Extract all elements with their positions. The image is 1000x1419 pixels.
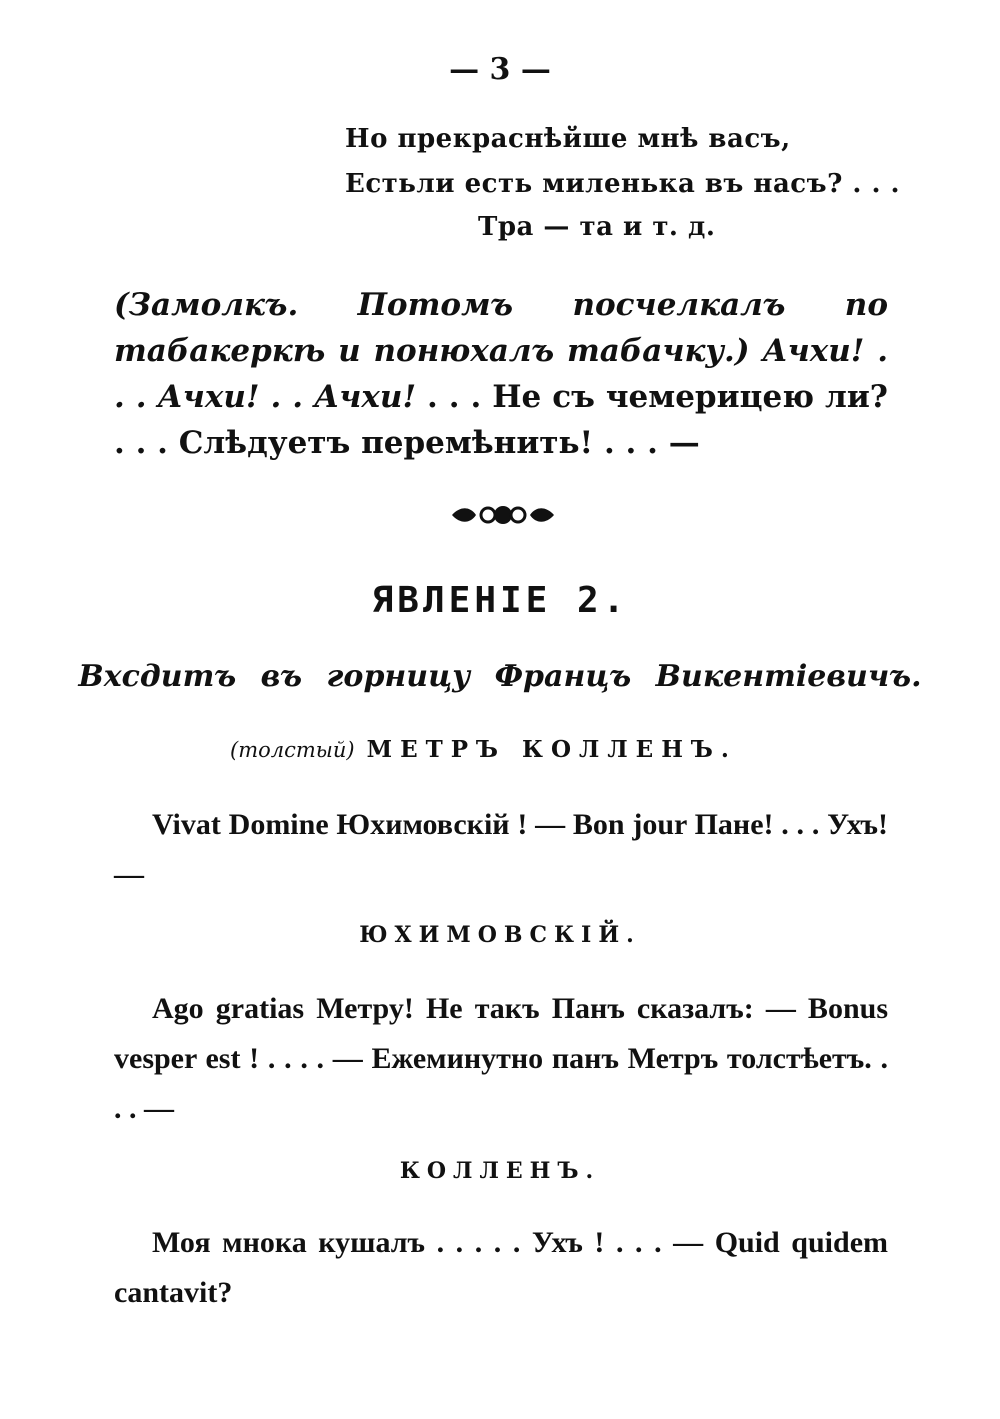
stage-plain-text: . . . Не съ чемерицею ли? . . . Слѣдуетъ перемѣнить! . . . — xyxy=(114,379,888,461)
speech-text: Моя мнока кушалъ . . . . . Ухъ ! . . . — Quid quidem cantavit? xyxy=(114,1226,888,1309)
scene-title: ЯВЛЕНІЕ 2. xyxy=(371,580,629,621)
page-number: — 3 — xyxy=(449,52,551,87)
verse-line-1: Но прекраснѣйше мнѣ васъ, xyxy=(345,124,791,154)
stage-italic-text: (Замолкъ. Потомъ посчелкалъ по табакеркѣ и понюхалъ табачку.) Ачхи! . . . Ачхи! . . Ачхи! xyxy=(114,287,888,415)
speaker-note: (толстый) xyxy=(230,738,355,762)
speech-text: Vivat Domine Юхимовскій ! — Bon jour Пане! . . . Ухъ! — xyxy=(114,808,888,891)
speaker-name: МЕТРЪ КОЛЛЕНЪ. xyxy=(366,736,737,763)
verse-line-2: Естьли есть миленька въ насъ? . . . xyxy=(345,169,901,199)
speech-colen-1 xyxy=(114,800,888,900)
stage-direction: Вхсдитъ въ горницу Францъ Викентіевичъ. xyxy=(78,659,922,694)
speech-colen-2 xyxy=(114,1218,888,1318)
speaker-yukhimovsky-heading: ЮХИМОВСКІЙ. xyxy=(359,922,641,948)
speaker-colen-heading-2: КОЛЛЕНЪ. xyxy=(399,1158,601,1184)
speech-text: Ago gratias Метру! Не такъ Панъ сказалъ: — Bonus vesper est ! . . . . — Ежеминутно панъ Метръ толстѣетъ. . . . — xyxy=(114,992,888,1125)
ornament-icon xyxy=(448,500,558,530)
verse-line-3: Тра — та и т. д. xyxy=(478,212,716,242)
stage-paragraph xyxy=(114,282,888,466)
speaker-colen-heading xyxy=(230,736,737,763)
speech-yukhimovsky xyxy=(114,984,888,1134)
